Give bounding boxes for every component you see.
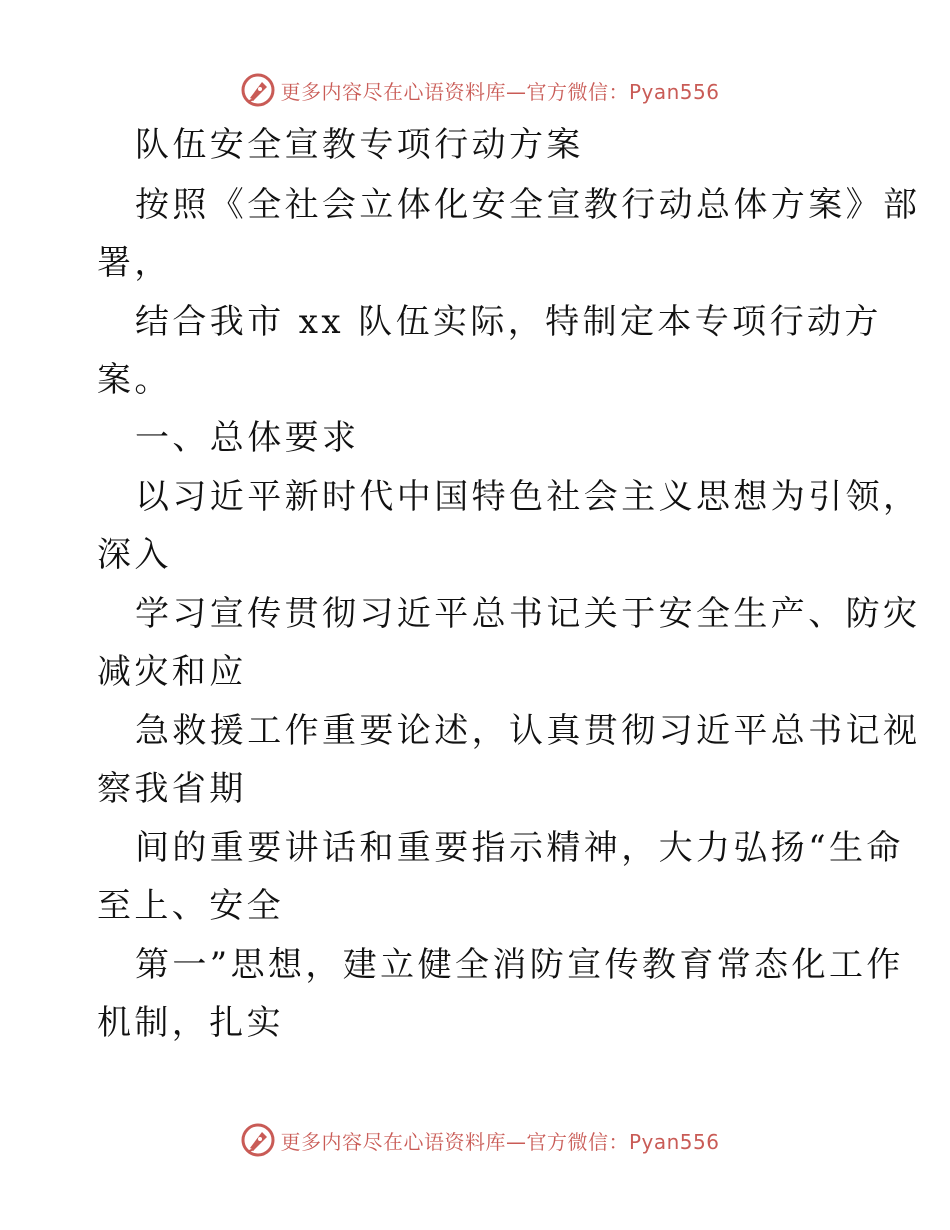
paragraph-line: 以习近平新时代中国特色社会主义思想为引领， xyxy=(135,477,921,517)
paragraph-line: 学习宣传贯彻习近平总书记关于安全生产、防灾 xyxy=(135,594,921,634)
paragraph-line: 署， xyxy=(97,243,172,283)
paragraph-line: 按照《全社会立体化安全宣教行动总体方案》部 xyxy=(135,185,921,225)
paragraph-line: 急救援工作重要论述，认真贯彻习近平总书记视 xyxy=(135,711,921,751)
doc-title: 队伍安全宣教专项行动方案 xyxy=(135,125,584,165)
watermark-text: 更多内容尽在心语资料库—官方微信：Pyan556 xyxy=(280,79,720,104)
paragraph-line: 至上、安全 xyxy=(97,886,284,926)
section-heading: 一、总体要求 xyxy=(135,418,360,458)
paragraph-line: 深入 xyxy=(97,535,172,575)
pen-nib-logo-icon xyxy=(240,1122,276,1158)
paragraph-line: 案。 xyxy=(97,360,172,400)
paragraph-line: 间的重要讲话和重要指示精神，大力弘扬“生命 xyxy=(135,828,904,868)
paragraph-line: 第一”思想，建立健全消防宣传教育常态化工作 xyxy=(135,945,904,985)
pen-nib-logo-icon xyxy=(240,72,276,108)
paragraph-line: 结合我市 xx 队伍实际，特制定本专项行动方 xyxy=(135,302,882,342)
header-watermark-banner xyxy=(0,70,950,110)
paragraph-line: 察我省期 xyxy=(97,769,247,809)
paragraph-line: 减灾和应 xyxy=(97,652,247,692)
footer-watermark-banner xyxy=(0,1120,950,1160)
paragraph-line: 机制，扎实 xyxy=(97,1003,284,1043)
watermark-text: 更多内容尽在心语资料库—官方微信：Pyan556 xyxy=(280,1129,720,1154)
